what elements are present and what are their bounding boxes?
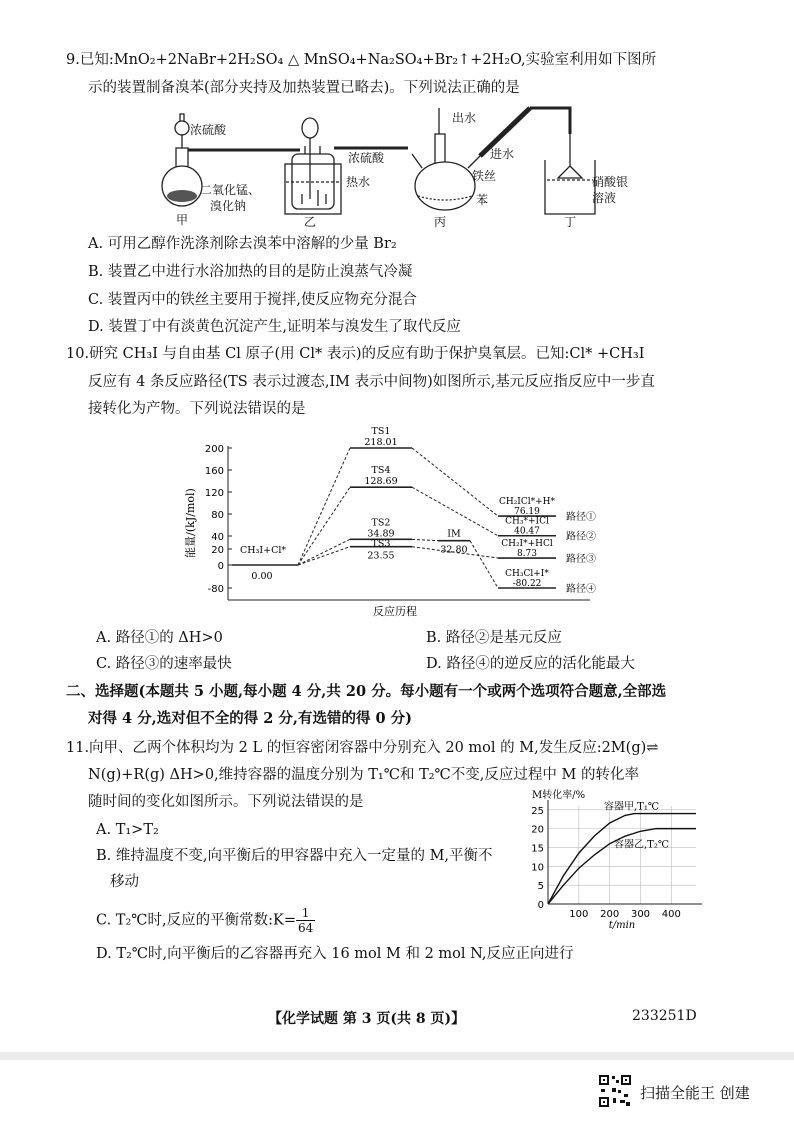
path-descent bbox=[470, 541, 498, 588]
q10-line1: 10.研究 CH₃I 与自由基 Cl 原子(用 Cl* 表示)的反应有助于保护臭氧层。已知:Cl* +CH₃I bbox=[66, 346, 645, 362]
qr-code-icon bbox=[598, 1074, 632, 1108]
q11-option-b2: 移动 bbox=[110, 874, 139, 890]
series-label-jia: 容器甲,T₁℃ bbox=[604, 801, 660, 813]
q11-option-c bbox=[96, 906, 315, 935]
y-tick-label: 25 bbox=[531, 805, 544, 817]
q9-option-d: D. 装置丁中有淡黄色沉淀产生,证明苯与溴发生了取代反应 bbox=[88, 319, 461, 335]
q9-option-a: A. 可用乙醇作洗涤剂除去溴苯中溶解的少量 Br₂ bbox=[88, 236, 397, 252]
series-line-jia bbox=[548, 814, 696, 904]
label-jia: 甲 bbox=[176, 213, 189, 227]
label-water-out: 出水 bbox=[452, 111, 477, 125]
beaker-ding bbox=[545, 134, 595, 214]
ts-value: 34.89 bbox=[367, 528, 395, 540]
path-label: 路径④ bbox=[566, 584, 596, 595]
q10-line3: 接转化为产物。下列说法错误的是 bbox=[88, 401, 306, 417]
y-tick-label: 40 bbox=[211, 532, 224, 543]
x-tick-label: 100 bbox=[569, 909, 589, 920]
product-label: CH₂I*+HCl bbox=[501, 539, 553, 550]
footer-page-info: 【化学试题 第 3 页(共 8 页)】 bbox=[268, 1011, 466, 1027]
q11-line2: N(g)+R(g) ΔH>0,维持容器的温度分别为 T₁℃和 T₂℃不变,反应过程中 M 的转化率 bbox=[88, 767, 639, 783]
q10-option-a: A. 路径①的 ΔH>0 bbox=[96, 630, 223, 646]
path-rise bbox=[298, 539, 350, 565]
label-yi: 乙 bbox=[304, 215, 317, 229]
label-water-in: 进水 bbox=[490, 147, 515, 161]
q9-option-b: B. 装置乙中进行水浴加热的目的是防止溴蒸气冷凝 bbox=[88, 264, 413, 280]
footer-code: 233251D bbox=[632, 1008, 697, 1024]
q10-option-c: C. 路径③的速率最快 bbox=[96, 656, 232, 672]
path-rise bbox=[298, 547, 350, 565]
y-tick-label: 20 bbox=[211, 545, 224, 556]
y-tick-label: 160 bbox=[204, 466, 224, 477]
ts-name: TS2 bbox=[371, 517, 391, 529]
fraction-denominator: 64 bbox=[297, 921, 314, 935]
q9-line1: 9.已知:MnO₂+2NaBr+2H₂SO₄ △ MnSO₄+Na₂SO₄+Br₂↑+2H₂O,实验室利用如下图所 bbox=[66, 52, 657, 68]
product-label: CH₃*+ICl bbox=[505, 516, 549, 527]
conversion-rate-chart bbox=[526, 786, 726, 936]
x-tick-label: 200 bbox=[600, 909, 620, 920]
energy-profile-chart bbox=[180, 418, 600, 618]
y-tick-label: 10 bbox=[531, 862, 544, 874]
y-tick-label: 15 bbox=[531, 843, 544, 855]
washbottle-yi bbox=[285, 118, 408, 214]
y-axis-label: 能量/(kJ/mol) bbox=[184, 488, 197, 558]
x-tick-label: 300 bbox=[630, 909, 651, 920]
label-ding: 丁 bbox=[564, 215, 577, 229]
label-iron-wire: 铁丝 bbox=[472, 169, 497, 183]
section2-line2: 对得 4 分,选对但不全的得 2 分,有选错的得 0 分) bbox=[88, 710, 413, 727]
product-value: -80.22 bbox=[512, 579, 542, 589]
product-value: 40.47 bbox=[514, 526, 540, 537]
y-tick-label: 20 bbox=[531, 824, 544, 836]
path-label: 路径② bbox=[566, 531, 596, 543]
y-tick-label: -80 bbox=[207, 584, 224, 595]
label-agno3-1: 硝酸银 bbox=[592, 175, 629, 189]
ts-name: TS4 bbox=[371, 465, 391, 477]
q11-option-c-fraction bbox=[296, 906, 315, 935]
q11-line3: 随时间的变化如图所示。下列说法错误的是 bbox=[88, 794, 364, 810]
im-value: 32.80 bbox=[440, 544, 468, 556]
x-tick-label: 400 bbox=[661, 909, 681, 920]
product-value: 76.19 bbox=[514, 507, 540, 518]
ts-value: 128.69 bbox=[364, 476, 398, 488]
path-descent bbox=[412, 539, 438, 540]
ts-name: TS3 bbox=[371, 538, 391, 550]
x-axis-label: 反应历程 bbox=[373, 605, 417, 618]
ts-value: 23.55 bbox=[367, 550, 395, 562]
im-name: IM bbox=[447, 528, 461, 540]
path-rise bbox=[298, 487, 350, 565]
product-value: 8.73 bbox=[516, 549, 538, 560]
y-tick-label: 0 bbox=[217, 561, 224, 572]
section2-line1: 二、选择题(本题共 5 小题,每小题 4 分,共 20 分。每小题有一个或两个选项符合题意,全部选 bbox=[66, 683, 667, 700]
q10-option-d: D. 路径④的逆反应的活化能最大 bbox=[426, 656, 635, 672]
q11-option-b1: B. 维持温度不变,向平衡后的甲容器中充入一定量的 M,平衡不 bbox=[96, 848, 493, 864]
label-conc-h2so4-b: 浓硫酸 bbox=[348, 151, 385, 165]
start-value: 0.00 bbox=[251, 571, 273, 582]
scanner-watermark: 扫描全能王 创建 bbox=[640, 1084, 750, 1102]
q11-option-c-text: C. T₂℃时,反应的平衡常数:K= bbox=[96, 912, 296, 929]
y-tick-label: 120 bbox=[204, 488, 224, 499]
label-nabr: 溴化钠 bbox=[210, 199, 247, 213]
q10-option-b: B. 路径②是基元反应 bbox=[426, 630, 562, 646]
y-tick-label: 80 bbox=[211, 510, 224, 521]
fraction-numerator: 1 bbox=[296, 906, 315, 921]
path-label: 路径③ bbox=[566, 554, 596, 566]
y-axis-label: M转化率/% bbox=[532, 790, 586, 801]
x-axis-label: t/min bbox=[608, 920, 636, 931]
q9-line2: 示的装置制备溴苯(部分夹持及加热装置已略去)。下列说法正确的是 bbox=[88, 80, 520, 96]
series-label-yi: 容器乙,T₂℃ bbox=[614, 839, 670, 851]
y-tick-label: 200 bbox=[204, 444, 224, 455]
y-tick-label: 0 bbox=[537, 900, 544, 911]
path-descent bbox=[412, 448, 498, 516]
ts-name: TS1 bbox=[371, 426, 391, 437]
q11-line1: 11.向甲、乙两个体积均为 2 L 的恒容密闭容器中分别充入 20 mol 的 M,发生反应:2M(g)⇌ bbox=[66, 740, 659, 756]
label-bing: 丙 bbox=[434, 215, 447, 229]
label-benzene: 苯 bbox=[476, 193, 489, 207]
q9-option-c: C. 装置丙中的铁丝主要用于搅拌,使反应物充分混合 bbox=[88, 292, 417, 308]
product-label: CH₂ICl*+H* bbox=[498, 497, 556, 508]
product-label: CH₃Cl+I* bbox=[505, 569, 549, 579]
q11-option-d: D. T₂℃时,向平衡后的乙容器再充入 16 mol M 和 2 mol N,反应正向进行 bbox=[96, 946, 574, 962]
y-tick-label: 5 bbox=[537, 881, 544, 893]
label-hot-water: 热水 bbox=[346, 175, 371, 189]
q11-option-a: A. T₁>T₂ bbox=[96, 822, 159, 838]
ts-value: 218.01 bbox=[364, 437, 398, 448]
label-mno2: 二氧化锰、 bbox=[200, 183, 261, 197]
path-rise bbox=[298, 448, 350, 565]
q10-line2: 反应有 4 条反应路径(TS 表示过渡态,IM 表示中间物)如图所示,基元反应指反应中一步直 bbox=[88, 374, 655, 390]
path-label: 路径① bbox=[566, 512, 596, 524]
scan-edge bbox=[0, 1052, 794, 1060]
label-conc-h2so4-a: 浓硫酸 bbox=[190, 123, 227, 137]
start-label: CH₃I+Cl* bbox=[240, 545, 287, 556]
label-agno3-2: 溶液 bbox=[592, 191, 617, 205]
